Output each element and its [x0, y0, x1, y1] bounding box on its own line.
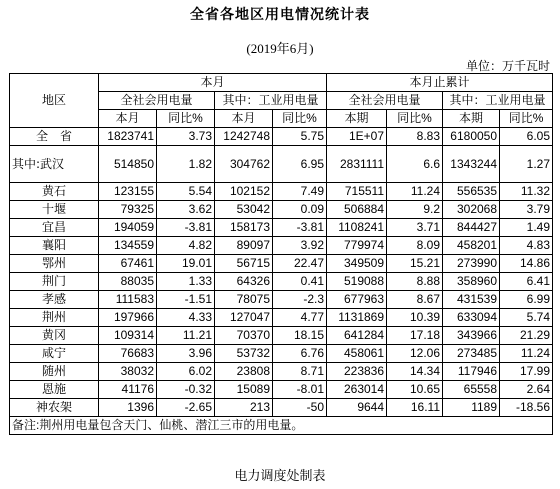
region-cell: 荆门 — [10, 273, 99, 291]
value-cell: 17.99 — [500, 363, 553, 381]
value-cell: 844427 — [443, 219, 500, 237]
value-cell: -8.01 — [273, 381, 327, 399]
value-cell: 5.75 — [273, 128, 327, 146]
value-cell: 64326 — [215, 273, 273, 291]
region-cell: 十堰 — [10, 201, 99, 219]
value-cell: 1.49 — [500, 219, 553, 237]
value-cell: 0.09 — [273, 201, 327, 219]
value-cell: 16.11 — [387, 399, 443, 417]
value-cell: 273485 — [443, 345, 500, 363]
value-cell: 18.15 — [273, 327, 327, 345]
value-cell: 194059 — [99, 219, 157, 237]
value-cell: 8.71 — [273, 363, 327, 381]
value-cell: 79325 — [99, 201, 157, 219]
col-yoy: 同比% — [387, 110, 443, 128]
value-cell: 358960 — [443, 273, 500, 291]
value-cell: 273990 — [443, 255, 500, 273]
value-cell: 343966 — [443, 327, 500, 345]
value-cell: 6.6 — [387, 146, 443, 183]
value-cell: 3.71 — [387, 219, 443, 237]
electricity-table — [9, 73, 553, 435]
table-row — [10, 201, 553, 219]
value-cell: -1.51 — [157, 291, 215, 309]
region-cell: 孝感 — [10, 291, 99, 309]
table-row — [10, 363, 553, 381]
value-cell: 56715 — [215, 255, 273, 273]
value-cell: 53042 — [215, 201, 273, 219]
value-cell: 8.67 — [387, 291, 443, 309]
value-cell: 8.83 — [387, 128, 443, 146]
value-cell: 1131869 — [327, 309, 387, 327]
table-row — [10, 399, 553, 417]
value-cell: 12.06 — [387, 345, 443, 363]
region-cell: 襄阳 — [10, 237, 99, 255]
note-row — [10, 417, 553, 435]
value-cell: 8.09 — [387, 237, 443, 255]
value-cell: 11.24 — [500, 345, 553, 363]
value-cell: 458201 — [443, 237, 500, 255]
table-row — [10, 327, 553, 345]
value-cell: 111583 — [99, 291, 157, 309]
value-cell: 1396 — [99, 399, 157, 417]
value-cell: 19.01 — [157, 255, 215, 273]
value-cell: 134559 — [99, 237, 157, 255]
table-row — [10, 219, 553, 237]
value-cell: 11.32 — [500, 183, 553, 201]
region-cell: 黄石 — [10, 183, 99, 201]
value-cell: 9644 — [327, 399, 387, 417]
col-yoy: 同比% — [157, 110, 215, 128]
report-period: (2019年6月) — [246, 41, 314, 56]
value-cell: -2.65 — [157, 399, 215, 417]
value-cell: -3.81 — [273, 219, 327, 237]
value-cell: 431539 — [443, 291, 500, 309]
value-cell: 677963 — [327, 291, 387, 309]
value-cell: 17.18 — [387, 327, 443, 345]
value-cell: 2.64 — [500, 381, 553, 399]
value-cell: 109314 — [99, 327, 157, 345]
value-cell: 1189 — [443, 399, 500, 417]
value-cell: 6.99 — [500, 291, 553, 309]
region-cell: 随州 — [10, 363, 99, 381]
value-cell: 88035 — [99, 273, 157, 291]
region-cell: 全 省 — [10, 128, 99, 146]
value-cell: 7.49 — [273, 183, 327, 201]
value-cell: 89097 — [215, 237, 273, 255]
value-cell: 15.21 — [387, 255, 443, 273]
value-cell: -18.56 — [500, 399, 553, 417]
value-cell: 0.41 — [273, 273, 327, 291]
value-cell: 5.54 — [157, 183, 215, 201]
value-cell: 6.05 — [500, 128, 553, 146]
value-cell: 10.39 — [387, 309, 443, 327]
value-cell: 3.96 — [157, 345, 215, 363]
value-cell: 67461 — [99, 255, 157, 273]
table-title: 全省各地区用电情况统计表 — [190, 7, 370, 23]
col-this-period: 本期 — [443, 110, 500, 128]
value-cell: 506884 — [327, 201, 387, 219]
note-text: 备注:荆州用电量包含天门、仙桃、潜江三市的用电量。 — [10, 417, 553, 435]
value-cell: 6.95 — [273, 146, 327, 183]
value-cell: -50 — [273, 399, 327, 417]
value-cell: 23808 — [215, 363, 273, 381]
value-cell: 3.73 — [157, 128, 215, 146]
table-row — [10, 381, 553, 399]
value-cell: 14.86 — [500, 255, 553, 273]
table-row — [10, 255, 553, 273]
value-cell: 1.82 — [157, 146, 215, 183]
value-cell: 14.34 — [387, 363, 443, 381]
region-cell: 神农架 — [10, 399, 99, 417]
value-cell: 6.02 — [157, 363, 215, 381]
table-row — [10, 345, 553, 363]
value-cell: 1108241 — [327, 219, 387, 237]
table-row — [10, 291, 553, 309]
value-cell: 519088 — [327, 273, 387, 291]
value-cell: 304762 — [215, 146, 273, 183]
table-row — [10, 273, 553, 291]
region-header: 地区 — [10, 74, 99, 128]
value-cell: 6.41 — [500, 273, 553, 291]
col-this-month: 本月 — [215, 110, 273, 128]
cum-total-power-header: 全社会用电量 — [327, 92, 443, 110]
table-row — [10, 128, 553, 146]
value-cell: 4.77 — [273, 309, 327, 327]
value-cell: 4.83 — [500, 237, 553, 255]
value-cell: 1.33 — [157, 273, 215, 291]
value-cell: 8.88 — [387, 273, 443, 291]
value-cell: 514850 — [99, 146, 157, 183]
value-cell: 70370 — [215, 327, 273, 345]
value-cell: 102152 — [215, 183, 273, 201]
value-cell: 779974 — [327, 237, 387, 255]
value-cell: 11.21 — [157, 327, 215, 345]
value-cell: 38032 — [99, 363, 157, 381]
value-cell: 21.29 — [500, 327, 553, 345]
value-cell: 1242748 — [215, 128, 273, 146]
value-cell: 76683 — [99, 345, 157, 363]
cum-industrial-power-header: 其中：工业用电量 — [443, 92, 553, 110]
col-yoy: 同比% — [273, 110, 327, 128]
value-cell: 123155 — [99, 183, 157, 201]
region-cell: 咸宁 — [10, 345, 99, 363]
value-cell: 2831111 — [327, 146, 387, 183]
region-cell: 恩施 — [10, 381, 99, 399]
value-cell: 4.82 — [157, 237, 215, 255]
value-cell: 65558 — [443, 381, 500, 399]
value-cell: 117946 — [443, 363, 500, 381]
col-this-period: 本期 — [327, 110, 387, 128]
value-cell: 6.76 — [273, 345, 327, 363]
table-row — [10, 183, 553, 201]
value-cell: 11.24 — [387, 183, 443, 201]
region-cell: 黄冈 — [10, 327, 99, 345]
region-cell: 鄂州 — [10, 255, 99, 273]
current-month-header: 本月 — [99, 74, 327, 92]
value-cell: 5.74 — [500, 309, 553, 327]
region-cell: 宜昌 — [10, 219, 99, 237]
value-cell: 349509 — [327, 255, 387, 273]
value-cell: 633094 — [443, 309, 500, 327]
value-cell: 641284 — [327, 327, 387, 345]
value-cell: 302068 — [443, 201, 500, 219]
value-cell: 263014 — [327, 381, 387, 399]
region-cell: 其中:武汉 — [10, 146, 99, 183]
value-cell: 213 — [215, 399, 273, 417]
value-cell: 6180050 — [443, 128, 500, 146]
value-cell: 458061 — [327, 345, 387, 363]
total-power-header: 全社会用电量 — [99, 92, 215, 110]
col-this-month: 本月 — [99, 110, 157, 128]
value-cell: 9.2 — [387, 201, 443, 219]
value-cell: 3.92 — [273, 237, 327, 255]
table-row — [10, 237, 553, 255]
value-cell: 78075 — [215, 291, 273, 309]
value-cell: 556535 — [443, 183, 500, 201]
value-cell: -3.81 — [157, 219, 215, 237]
value-cell: 10.65 — [387, 381, 443, 399]
value-cell: 1.27 — [500, 146, 553, 183]
industrial-power-header: 其中：工业用电量 — [215, 92, 327, 110]
value-cell: 1E+07 — [327, 128, 387, 146]
value-cell: 223836 — [327, 363, 387, 381]
footer-text: 电力调度处制表 — [234, 469, 326, 484]
col-yoy: 同比% — [500, 110, 553, 128]
value-cell: 15089 — [215, 381, 273, 399]
table-row — [10, 309, 553, 327]
value-cell: -2.3 — [273, 291, 327, 309]
value-cell: 3.62 — [157, 201, 215, 219]
value-cell: 127047 — [215, 309, 273, 327]
value-cell: 41176 — [99, 381, 157, 399]
unit-label: 单位：万千瓦时 — [465, 59, 550, 73]
value-cell: 4.33 — [157, 309, 215, 327]
value-cell: 53732 — [215, 345, 273, 363]
value-cell: 1823741 — [99, 128, 157, 146]
value-cell: 197966 — [99, 309, 157, 327]
value-cell: 1343244 — [443, 146, 500, 183]
cumulative-header: 本月止累计 — [327, 74, 553, 92]
value-cell: 158173 — [215, 219, 273, 237]
header-row-1 — [10, 74, 553, 92]
value-cell: 3.79 — [500, 201, 553, 219]
value-cell: 715511 — [327, 183, 387, 201]
table-row — [10, 146, 553, 183]
value-cell: -0.32 — [157, 381, 215, 399]
value-cell: 22.47 — [273, 255, 327, 273]
region-cell: 荆州 — [10, 309, 99, 327]
